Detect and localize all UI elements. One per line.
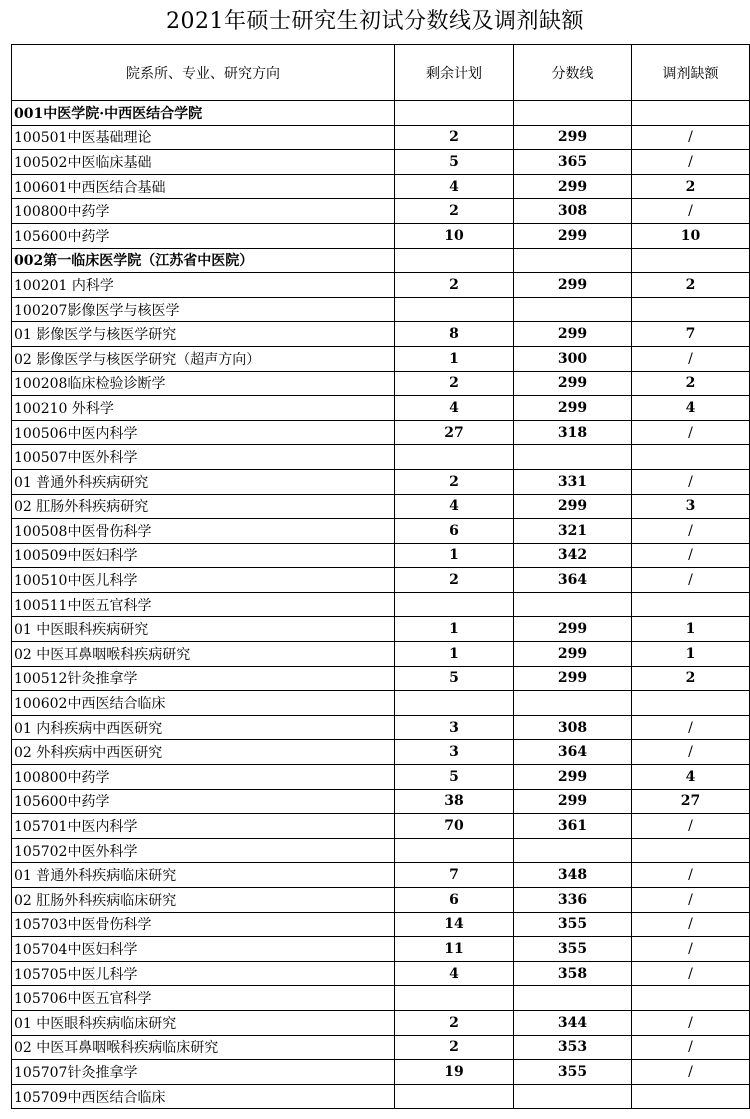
- score-line-cell: 364: [514, 568, 632, 593]
- remaining-plan-cell: 6: [395, 519, 514, 544]
- score-line-cell: 299: [514, 273, 632, 298]
- program-name-cell: 100208临床检验诊断学: [12, 371, 395, 396]
- score-line-cell: 299: [514, 125, 632, 150]
- remaining-plan-cell: 70: [395, 814, 514, 839]
- adjust-gap-cell: /: [632, 912, 750, 937]
- remaining-plan-cell: 8: [395, 322, 514, 347]
- program-name-cell: 105600中药学: [12, 223, 395, 248]
- score-line-cell: 300: [514, 346, 632, 371]
- remaining-plan-cell: 5: [395, 150, 514, 175]
- program-name-cell: 105709中西医结合临床: [12, 1084, 395, 1109]
- adjust-gap-cell: /: [632, 150, 750, 175]
- adjust-gap-cell: /: [632, 1010, 750, 1035]
- section-code: 002: [14, 253, 44, 270]
- remaining-plan-cell: 11: [395, 937, 514, 962]
- score-line-cell: 299: [514, 223, 632, 248]
- program-name-cell: 105704中医妇科学: [12, 937, 395, 962]
- section-title: 中医学院·中西医结合学院: [43, 105, 203, 122]
- score-line-cell: [514, 248, 632, 273]
- remaining-plan-cell: 3: [395, 715, 514, 740]
- adjust-gap-cell: [632, 691, 750, 716]
- adjust-gap-cell: 2: [632, 666, 750, 691]
- adjust-gap-cell: /: [632, 1060, 750, 1085]
- table-row: [12, 150, 750, 175]
- program-name-cell: 105600中药学: [12, 789, 395, 814]
- table-row: [12, 666, 750, 691]
- table-row: [12, 469, 750, 494]
- adjust-gap-cell: [632, 1084, 750, 1109]
- score-line-cell: 299: [514, 371, 632, 396]
- score-line-cell: [514, 297, 632, 322]
- program-name-cell: 100502中医临床基础: [12, 150, 395, 175]
- score-line-cell: 344: [514, 1010, 632, 1035]
- table-header-row: [12, 45, 750, 101]
- program-name-cell: 01 中医眼科疾病研究: [12, 617, 395, 642]
- program-name-cell: 01 内科疾病中西医研究: [12, 715, 395, 740]
- program-name-cell: 100501中医基础理论: [12, 125, 395, 150]
- program-name-cell: 02 肛肠外科疾病临床研究: [12, 888, 395, 913]
- score-line-cell: [514, 691, 632, 716]
- table-row: [12, 765, 750, 790]
- score-line-cell: [514, 592, 632, 617]
- adjust-gap-cell: /: [632, 346, 750, 371]
- table-row: [12, 592, 750, 617]
- table-row: [12, 740, 750, 765]
- adjust-gap-cell: /: [632, 543, 750, 568]
- program-name-cell: 105705中医儿科学: [12, 961, 395, 986]
- adjust-gap-cell: /: [632, 937, 750, 962]
- score-line-cell: 308: [514, 199, 632, 224]
- remaining-plan-cell: 2: [395, 568, 514, 593]
- program-name-cell: 02 中医耳鼻咽喉科疾病临床研究: [12, 1035, 395, 1060]
- program-name-cell: 100511中医五官科学: [12, 592, 395, 617]
- program-name-cell: 01 普通外科疾病研究: [12, 469, 395, 494]
- header-name: 院系所、专业、研究方向: [12, 45, 395, 101]
- remaining-plan-cell: 27: [395, 420, 514, 445]
- table-row: [12, 346, 750, 371]
- table-row: [12, 937, 750, 962]
- adjust-gap-cell: 2: [632, 174, 750, 199]
- remaining-plan-cell: [395, 101, 514, 126]
- adjust-gap-cell: 2: [632, 273, 750, 298]
- adjust-gap-cell: 3: [632, 494, 750, 519]
- remaining-plan-cell: [395, 1084, 514, 1109]
- program-name-cell: 01 中医眼科疾病临床研究: [12, 1010, 395, 1035]
- remaining-plan-cell: 7: [395, 863, 514, 888]
- program-name-cell: 100509中医妇科学: [12, 543, 395, 568]
- adjust-gap-cell: /: [632, 568, 750, 593]
- remaining-plan-cell: 1: [395, 346, 514, 371]
- remaining-plan-cell: 2: [395, 469, 514, 494]
- remaining-plan-cell: [395, 691, 514, 716]
- remaining-plan-cell: 2: [395, 1010, 514, 1035]
- adjust-gap-cell: 27: [632, 789, 750, 814]
- score-line-cell: 318: [514, 420, 632, 445]
- table-row: [12, 691, 750, 716]
- score-table: [11, 44, 750, 1109]
- score-line-cell: 353: [514, 1035, 632, 1060]
- remaining-plan-cell: 38: [395, 789, 514, 814]
- table-row: [12, 1010, 750, 1035]
- table-row: [12, 125, 750, 150]
- program-name-cell: 100508中医骨伤科学: [12, 519, 395, 544]
- table-row: [12, 986, 750, 1011]
- remaining-plan-cell: 2: [395, 125, 514, 150]
- score-line-cell: 299: [514, 642, 632, 667]
- table-row: [12, 961, 750, 986]
- table-row: [12, 838, 750, 863]
- adjust-gap-cell: 7: [632, 322, 750, 347]
- section-title: 第一临床医学院（江苏省中医院）: [43, 253, 254, 270]
- program-name-cell: 100512针灸推拿学: [12, 666, 395, 691]
- score-line-cell: 308: [514, 715, 632, 740]
- score-line-cell: 336: [514, 888, 632, 913]
- score-line-cell: 299: [514, 666, 632, 691]
- remaining-plan-cell: 4: [395, 396, 514, 421]
- score-line-cell: [514, 101, 632, 126]
- page-title: 2021年硕士研究生初试分数线及调剂缺额: [166, 9, 584, 34]
- program-name-cell: 02 肛肠外科疾病研究: [12, 494, 395, 519]
- table-row: [12, 445, 750, 470]
- table-row: [12, 273, 750, 298]
- table-row: [12, 494, 750, 519]
- adjust-gap-cell: /: [632, 1035, 750, 1060]
- adjust-gap-cell: /: [632, 888, 750, 913]
- score-line-cell: 321: [514, 519, 632, 544]
- score-line-cell: 358: [514, 961, 632, 986]
- adjust-gap-cell: /: [632, 469, 750, 494]
- program-name-cell: 01 普通外科疾病临床研究: [12, 863, 395, 888]
- remaining-plan-cell: 14: [395, 912, 514, 937]
- adjust-gap-cell: [632, 248, 750, 273]
- section-row: [12, 101, 750, 126]
- program-name-cell: 02 中医耳鼻咽喉科疾病研究: [12, 642, 395, 667]
- adjust-gap-cell: /: [632, 863, 750, 888]
- adjust-gap-cell: [632, 101, 750, 126]
- score-line-cell: [514, 445, 632, 470]
- score-line-cell: 299: [514, 494, 632, 519]
- adjust-gap-cell: [632, 592, 750, 617]
- score-line-cell: 331: [514, 469, 632, 494]
- adjust-gap-cell: /: [632, 740, 750, 765]
- section-name-cell: [12, 101, 395, 126]
- score-line-cell: 355: [514, 912, 632, 937]
- remaining-plan-cell: 3: [395, 740, 514, 765]
- score-line-cell: 348: [514, 863, 632, 888]
- adjust-gap-cell: [632, 986, 750, 1011]
- table-row: [12, 297, 750, 322]
- table-row: [12, 199, 750, 224]
- score-line-cell: 355: [514, 937, 632, 962]
- program-name-cell: 02 影像医学与核医学研究（超声方向）: [12, 346, 395, 371]
- remaining-plan-cell: [395, 592, 514, 617]
- adjust-gap-cell: 1: [632, 617, 750, 642]
- table-row: [12, 1060, 750, 1085]
- score-line-cell: 342: [514, 543, 632, 568]
- adjust-gap-cell: /: [632, 814, 750, 839]
- table-row: [12, 789, 750, 814]
- score-line-cell: 299: [514, 789, 632, 814]
- table-row: [12, 642, 750, 667]
- table-row: [12, 543, 750, 568]
- score-line-cell: [514, 986, 632, 1011]
- program-name-cell: 100506中医内科学: [12, 420, 395, 445]
- program-name-cell: 100602中西医结合临床: [12, 691, 395, 716]
- table-body: [12, 101, 750, 1109]
- program-name-cell: 100201 内科学: [12, 273, 395, 298]
- score-line-cell: 299: [514, 322, 632, 347]
- table-row: [12, 174, 750, 199]
- remaining-plan-cell: 19: [395, 1060, 514, 1085]
- program-name-cell: 105701中医内科学: [12, 814, 395, 839]
- remaining-plan-cell: 2: [395, 199, 514, 224]
- table-row: [12, 888, 750, 913]
- remaining-plan-cell: 2: [395, 1035, 514, 1060]
- remaining-plan-cell: [395, 248, 514, 273]
- remaining-plan-cell: 5: [395, 765, 514, 790]
- remaining-plan-cell: 6: [395, 888, 514, 913]
- program-name-cell: 105706中医五官科学: [12, 986, 395, 1011]
- table-row: [12, 223, 750, 248]
- table-row: [12, 322, 750, 347]
- score-line-cell: 365: [514, 150, 632, 175]
- score-line-cell: [514, 1084, 632, 1109]
- table-row: [12, 568, 750, 593]
- table-row: [12, 1084, 750, 1109]
- remaining-plan-cell: 4: [395, 494, 514, 519]
- header-plan: 剩余计划: [395, 45, 514, 101]
- remaining-plan-cell: [395, 838, 514, 863]
- remaining-plan-cell: 10: [395, 223, 514, 248]
- table-row: [12, 912, 750, 937]
- adjust-gap-cell: /: [632, 199, 750, 224]
- program-name-cell: 105703中医骨伤科学: [12, 912, 395, 937]
- remaining-plan-cell: 1: [395, 642, 514, 667]
- adjust-gap-cell: [632, 445, 750, 470]
- program-name-cell: 100207影像医学与核医学: [12, 297, 395, 322]
- program-name-cell: 105702中医外科学: [12, 838, 395, 863]
- table-row: [12, 396, 750, 421]
- program-name-cell: 02 外科疾病中西医研究: [12, 740, 395, 765]
- section-row: [12, 248, 750, 273]
- program-name-cell: 100510中医儿科学: [12, 568, 395, 593]
- adjust-gap-cell: 10: [632, 223, 750, 248]
- adjust-gap-cell: 1: [632, 642, 750, 667]
- score-line-cell: 299: [514, 174, 632, 199]
- adjust-gap-cell: 4: [632, 765, 750, 790]
- adjust-gap-cell: [632, 838, 750, 863]
- remaining-plan-cell: 4: [395, 174, 514, 199]
- table-row: [12, 814, 750, 839]
- table-row: [12, 617, 750, 642]
- program-name-cell: 100601中西医结合基础: [12, 174, 395, 199]
- table-row: [12, 863, 750, 888]
- score-line-cell: 299: [514, 617, 632, 642]
- remaining-plan-cell: 1: [395, 617, 514, 642]
- remaining-plan-cell: 1: [395, 543, 514, 568]
- table-row: [12, 715, 750, 740]
- score-line-cell: [514, 838, 632, 863]
- adjust-gap-cell: /: [632, 961, 750, 986]
- adjust-gap-cell: /: [632, 420, 750, 445]
- table-row: [12, 371, 750, 396]
- score-line-cell: 299: [514, 396, 632, 421]
- adjust-gap-cell: /: [632, 519, 750, 544]
- section-code: 001: [14, 105, 44, 122]
- program-name-cell: 100800中药学: [12, 199, 395, 224]
- adjust-gap-cell: /: [632, 125, 750, 150]
- table-row: [12, 420, 750, 445]
- section-name-cell: [12, 248, 395, 273]
- adjust-gap-cell: 2: [632, 371, 750, 396]
- remaining-plan-cell: [395, 297, 514, 322]
- remaining-plan-cell: 2: [395, 371, 514, 396]
- adjust-gap-cell: 4: [632, 396, 750, 421]
- remaining-plan-cell: [395, 986, 514, 1011]
- score-line-cell: 364: [514, 740, 632, 765]
- remaining-plan-cell: [395, 445, 514, 470]
- program-name-cell: 105707针灸推拿学: [12, 1060, 395, 1085]
- program-name-cell: 100800中药学: [12, 765, 395, 790]
- table-row: [12, 519, 750, 544]
- remaining-plan-cell: 5: [395, 666, 514, 691]
- score-line-cell: 299: [514, 765, 632, 790]
- adjust-gap-cell: /: [632, 715, 750, 740]
- remaining-plan-cell: 2: [395, 273, 514, 298]
- program-name-cell: 01 影像医学与核医学研究: [12, 322, 395, 347]
- header-gap: 调剂缺额: [632, 45, 750, 101]
- program-name-cell: 100507中医外科学: [12, 445, 395, 470]
- remaining-plan-cell: 4: [395, 961, 514, 986]
- header-score: 分数线: [514, 45, 632, 101]
- score-line-cell: 361: [514, 814, 632, 839]
- adjust-gap-cell: [632, 297, 750, 322]
- table-row: [12, 1035, 750, 1060]
- score-line-cell: 355: [514, 1060, 632, 1085]
- program-name-cell: 100210 外科学: [12, 396, 395, 421]
